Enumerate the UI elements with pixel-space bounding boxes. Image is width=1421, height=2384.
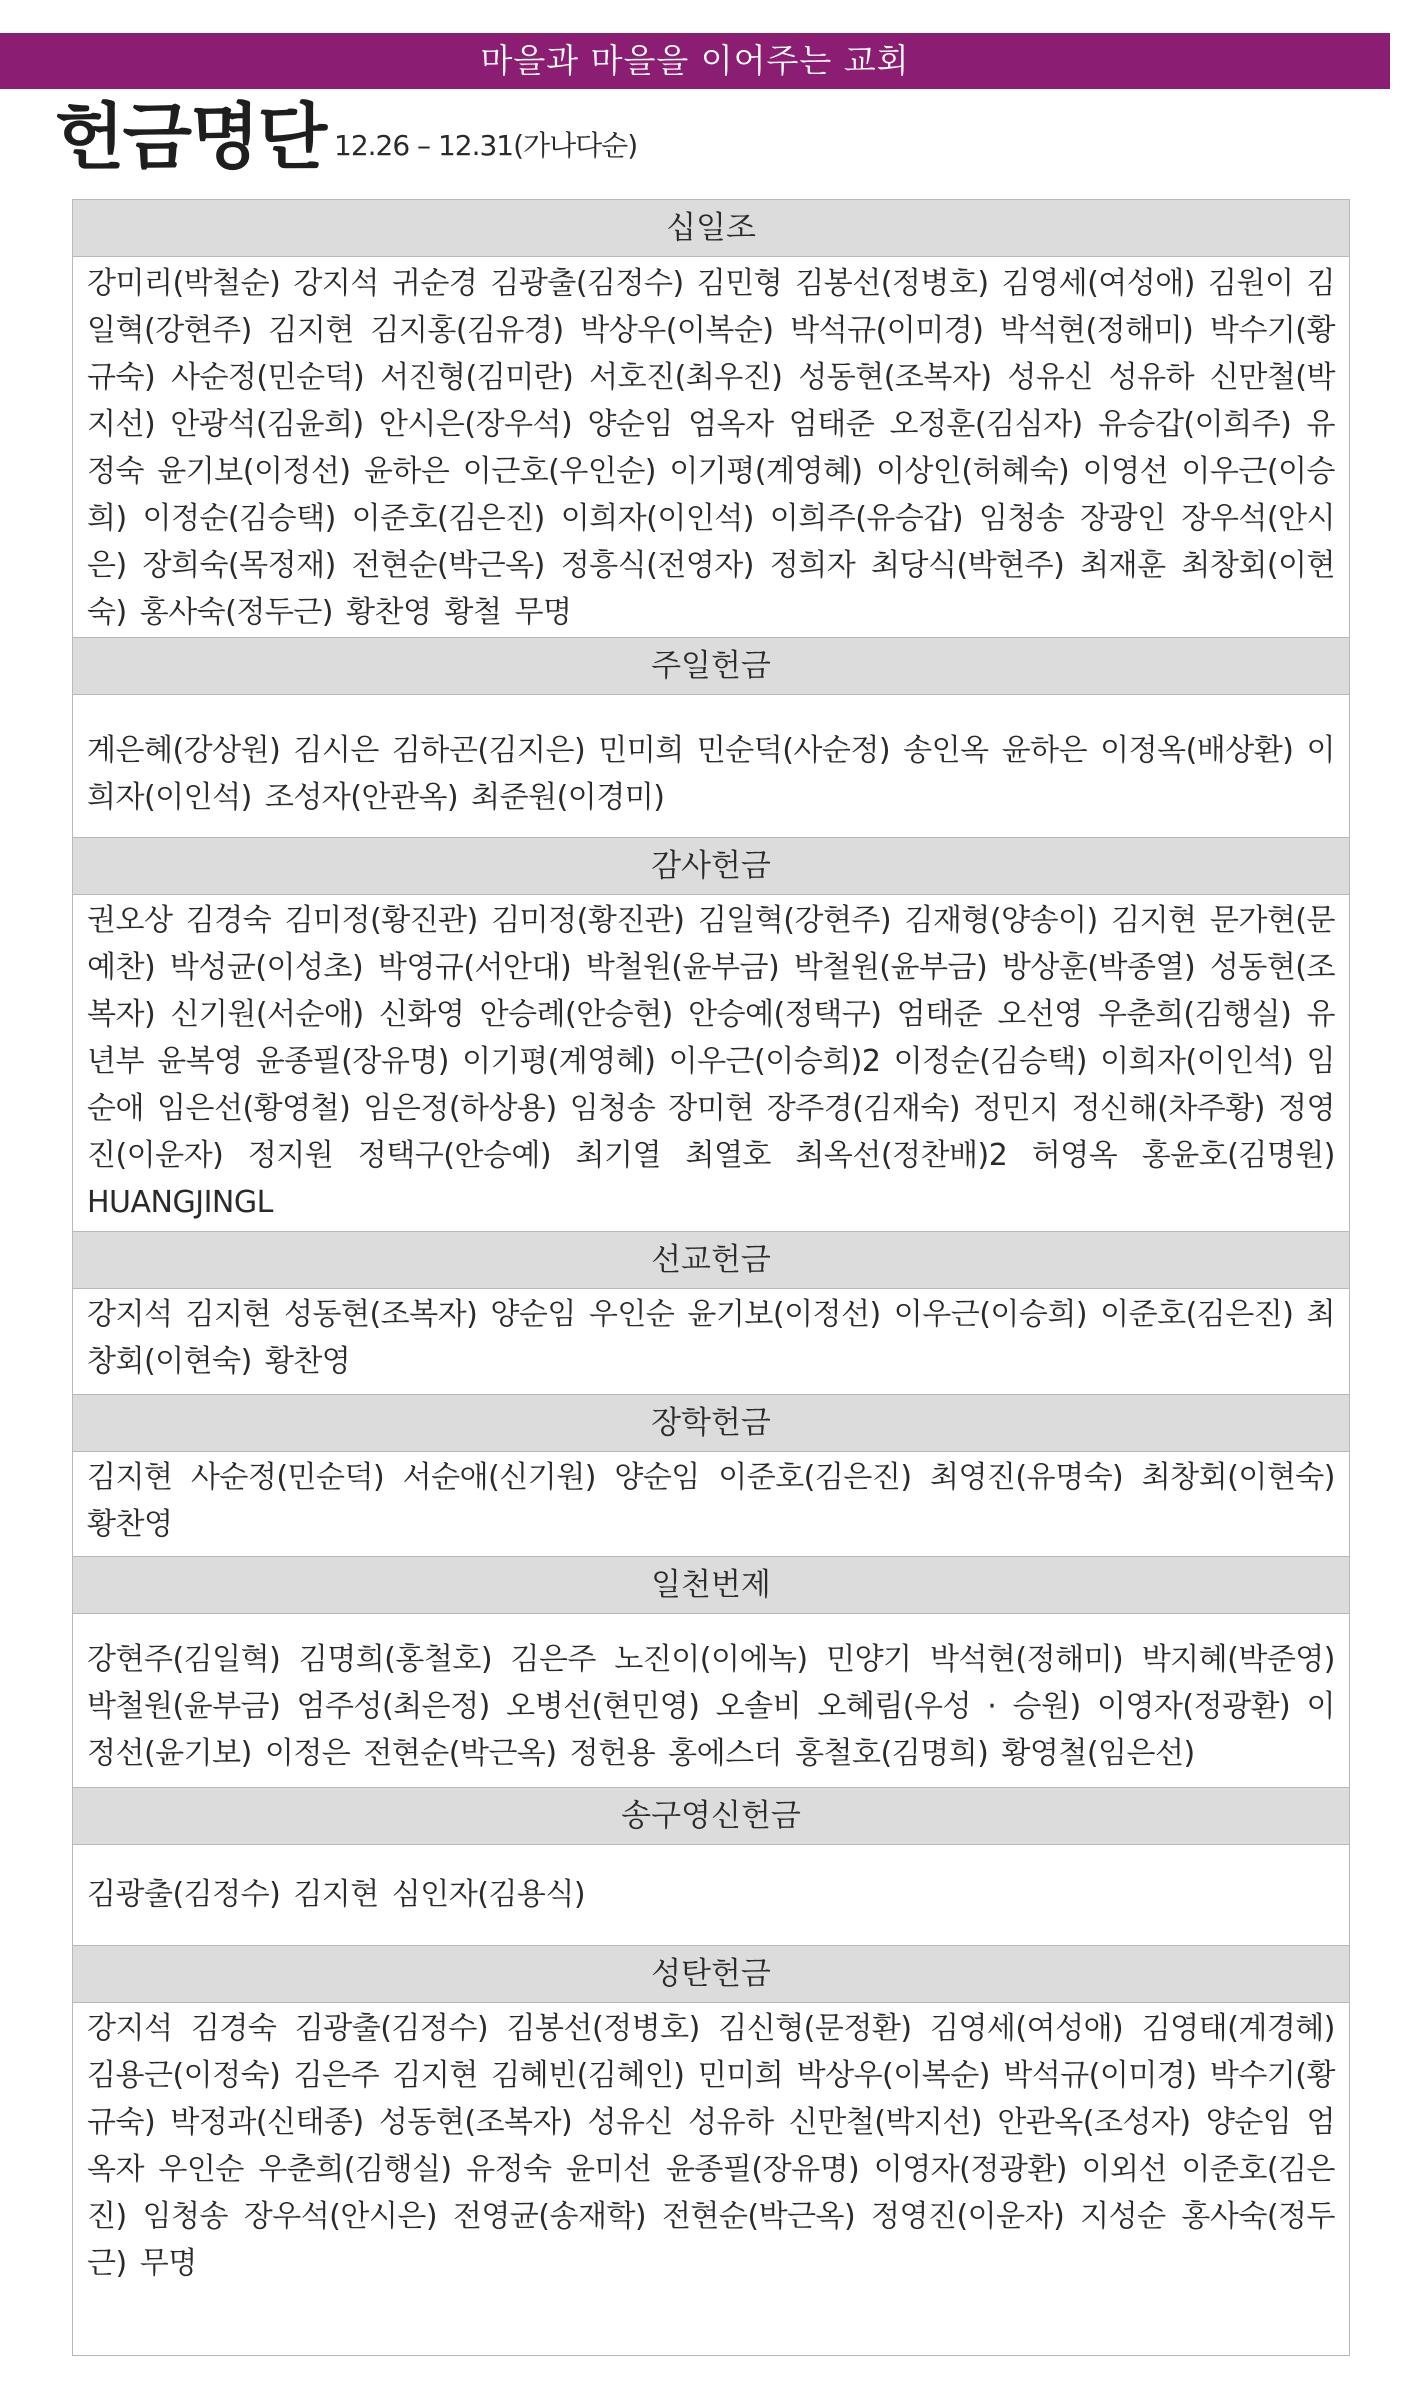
section-thousand-offerings (73, 1556, 1349, 1788)
page-subtitle: 12.26 – 12.31(가나다순) (334, 129, 638, 162)
page-title: 헌금명단 (55, 95, 326, 179)
section-scholarship-offering (73, 1394, 1349, 1557)
offering-list (72, 199, 1350, 2356)
section-title: 주일헌금 (73, 637, 1349, 695)
section-mission-offering (73, 1231, 1349, 1394)
section-names: 강지석 김경숙 김광출(김정수) 김봉선(정병호) 김신형(문정환) 김영세(여성애) 김영태(계경혜) 김용근(이정숙) 김은주 김지현 김혜빈(김혜인) 민미희 박상우(이복순) 박석규(이미경) 박수기(황규숙) 박정과(신태종) 성동현(조복자) 성유신 성유하 신만철(박지선) 안관옥(조성자) 양순임 엄옥자 우인순 우춘희(김행실) 유정숙 윤미선 윤종필(장유명) 이영자(정광환) 이외선 이준호(김은진) 임청송 장우석(안시은) 전영균(송재학) 전현순(박근옥) 정영진(이운자) 지성순 홍사숙(정두근) 무명 (87, 2011, 1335, 2281)
top-banner: 마을과 마을을 이어주는 교회 (0, 33, 1390, 89)
section-names: 김광출(김정수) 김지현 심인자(김용식) (87, 1877, 586, 1912)
section-title: 십일조 (73, 200, 1349, 257)
section-title: 선교헌금 (73, 1231, 1349, 1289)
section-names: 김지현 사순정(민순덕) 서순애(신기원) 양순임 이준호(김은진) 최영진(유명숙) 최창회(이현숙) 황찬영 (87, 1460, 1335, 1542)
section-title: 성탄헌금 (73, 1945, 1349, 2003)
section-title: 장학헌금 (73, 1394, 1349, 1452)
section-title: 일천번제 (73, 1556, 1349, 1614)
section-tithe (73, 200, 1349, 637)
section-christmas-offering (73, 1945, 1349, 2355)
section-names: 강미리(박철순) 강지석 귀순경 김광출(김정수) 김민형 김봉선(정병호) 김영세(여성애) 김원이 김일혁(강현주) 김지현 김지홍(김유경) 박상우(이복순) 박석규(이미경) 박석현(정해미) 박수기(황규숙) 사순정(민순덕) 서진형(김미란) 서호진(최우진) 성동현(조복자) 성유신 성유하 신만철(박지선) 안광석(김윤희) 안시은(장우석) 양순임 엄옥자 엄태준 오정훈(김심자) 유승갑(이희주) 유정숙 윤기보(이정선) 윤하은 이근호(우인순) 이기평(계영혜) 이상인(허혜숙) 이영선 이우근(이승희) 이정순(김승택) 이준호(김은진) 이희자(이인석) 이희주(유승갑) 임청송 장광인 장우석(안시은) 장희숙(목정재) 전현순(박근옥) 정흥식(전영자) 정희자 최당식(박현주) 최재훈 최창회(이현숙) 홍사숙(정두근) 황찬영 황철 무명 (87, 266, 1335, 630)
section-sunday-offering (73, 637, 1349, 837)
section-new-year-offering (73, 1787, 1349, 1947)
section-names: 계은혜(강상원) 김시은 김하곤(김지은) 민미희 민순덕(사순정) 송인옥 윤하은 이정옥(배상환) 이희자(이인석) 조성자(안관옥) 최준원(이경미) (87, 733, 1335, 815)
section-names: 강지석 김지현 성동현(조복자) 양순임 우인순 윤기보(이정선) 이우근(이승희) 이준호(김은진) 최창회(이현숙) 황찬영 (87, 1297, 1335, 1379)
section-names: 권오상 김경숙 김미정(황진관) 김미정(황진관) 김일혁(강현주) 김재형(양송이) 김지현 문가현(문예찬) 박성균(이성초) 박영규(서안대) 박철원(윤부금) 박철원(윤부금) 방상훈(박종열) 성동현(조복자) 신기원(서순애) 신화영 안승례(안승현) 안승예(정택구) 엄태준 오선영 우춘희(김행실) 유년부 윤복영 윤종필(장유명) 이기평(계영혜) 이우근(이승희)2 이정순(김승택) 이희자(이인석) 임순애 임은선(황영철) 임은정(하상용) 임청송 장미현 장주경(김재숙) 정민지 정신해(차주황) 정영진(이운자) 정지원 정택구(안승예) 최기열 최열호 최옥선(정찬배)2 허영옥 홍윤호(김명원) HUANGJINGL (87, 903, 1335, 1220)
section-thanksgiving-offering (73, 837, 1349, 1232)
section-title: 감사헌금 (73, 837, 1349, 895)
section-names: 강현주(김일혁) 김명희(홍철호) 김은주 노진이(이에녹) 민양기 박석현(정해미) 박지혜(박준영) 박철원(윤부금) 엄주성(최은정) 오병선(현민영) 오솔비 오혜림(우성 · 승원) 이영자(정광환) 이정선(윤기보) 이정은 전현순(박근옥) 정헌용 홍에스더 홍철호(김명희) 황영철(임은선) (87, 1642, 1335, 1771)
section-title: 송구영신헌금 (73, 1787, 1349, 1845)
